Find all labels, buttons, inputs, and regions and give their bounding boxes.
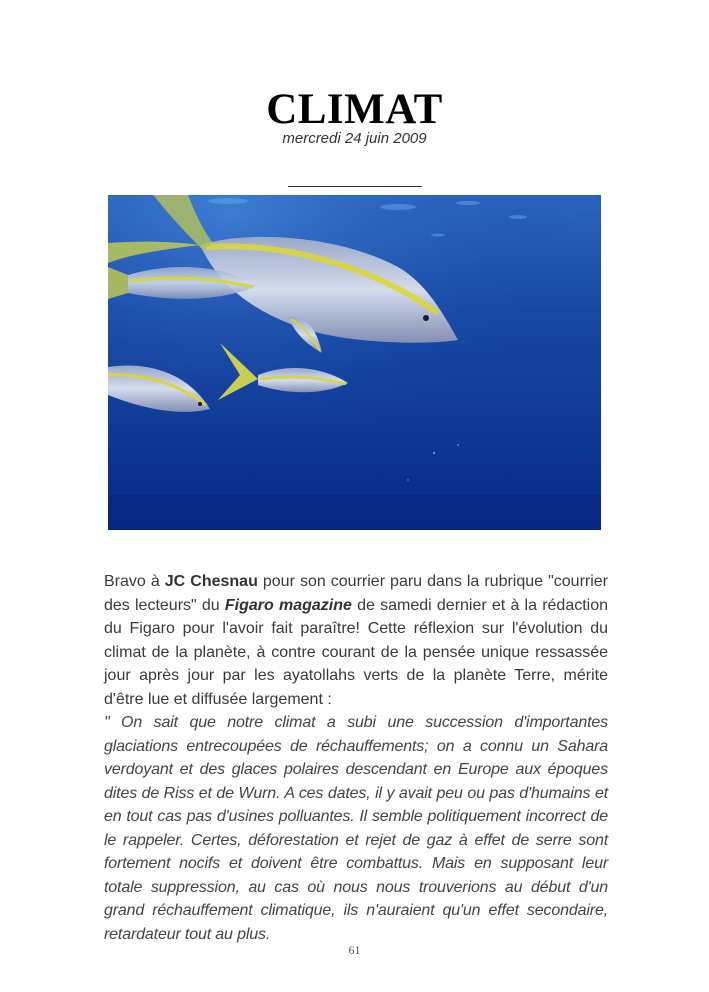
intro-prefix: Bravo à [104,573,165,590]
intro-suffix: de samedi dernier et à la rédaction du Figaro pour l'avoir fait paraître! Cette réflexion sur l'évolution du climat de la planète, à contre courant de la pensée unique ressassée jour après jour par les ayatollahs verts de la planète Terre, mérite d'être lue et diffusée largement : [104,596,609,708]
author-name: JC Chesnau [164,573,258,590]
article-quote: " On sait que notre climat a subi une succession d'importantes glaciations entrecoupées de réchauffements; on a connu un Sahara verdoyant et des glaces polaires descendant en Europe aux époques dites de Riss et de Wurn. A ces dates, il y avait peu ou pas d'humains et en tout cas pas d'usines polluantes. Il semble politiquement incorrect de le rappeler. Certes, déforestation et rejet de gaz à effet de serre sont fortement nocifs et doivent être combattus. Mais en supposant leur totale suppression, au cas où nous nous trouverions au début d'un grand réchauffement climatique, ils n'auraient qu'un effet secondaire, retardateur tout au plus. [104,714,608,943]
article-intro [104,570,608,711]
publication-date: mercredi 24 juin 2009 [282,130,427,147]
magazine-name: Figaro magazine [224,596,352,614]
page-title: CLIMAT [266,86,443,133]
intro-mid: pour son courrier paru dans la rubrique "courrier des lecteurs" du [104,573,608,614]
page-number: 61 [348,943,361,957]
fish-underwater-photo [108,195,601,530]
title-divider [288,186,422,187]
article-body [104,570,608,946]
